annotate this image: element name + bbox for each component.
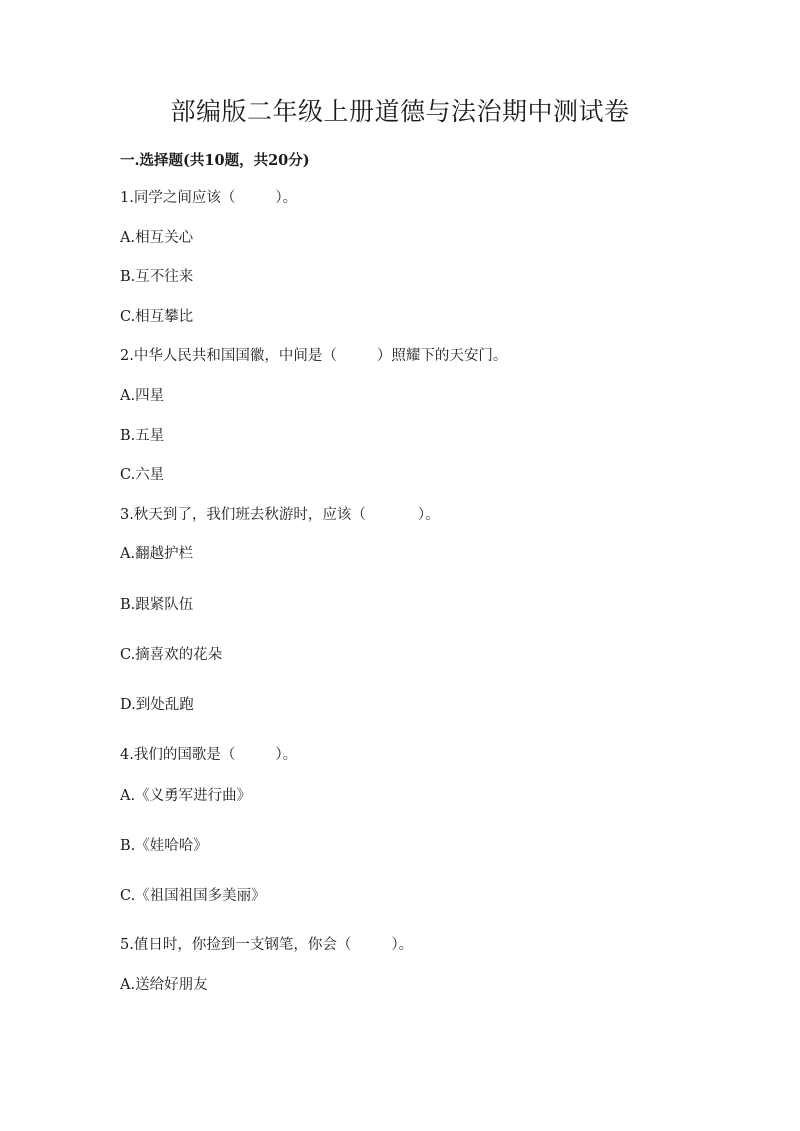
question-1-option-a: A.相互关心 <box>120 230 194 246</box>
section-heading: 一.选择题(共10题，共20分) <box>120 152 310 169</box>
question-2-option-c: C.六星 <box>120 467 165 483</box>
question-3-option-b: B.跟紧队伍 <box>120 597 194 613</box>
question-stem-text: ）。 <box>275 747 298 763</box>
question-2-stem <box>120 346 507 366</box>
question-stem-text: 5.值日时，你捡到一支钢笔，你会（ <box>120 937 352 953</box>
question-4-option-c: C.《祖国祖国多美丽》 <box>120 888 266 904</box>
question-3-option-a: A.翻越护栏 <box>120 546 194 562</box>
question-1-option-b: B.互不往来 <box>120 269 194 285</box>
question-4-stem <box>120 745 297 765</box>
question-2-option-a: A.四星 <box>120 388 165 404</box>
question-3-option-c: C.摘喜欢的花朵 <box>120 647 223 663</box>
question-5-option-a: A.送给好朋友 <box>120 977 208 993</box>
question-stem-text: ）。 <box>417 507 440 523</box>
question-stem-text: ）。 <box>275 190 298 206</box>
question-stem-text: 3.秋天到了，我们班去秋游时，应该（ <box>120 507 366 523</box>
question-stem-text: 2.中华人民共和国国徽，中间是（ <box>120 348 337 364</box>
question-stem-text: 1.同学之间应该（ <box>120 190 236 206</box>
question-5-stem <box>120 935 413 955</box>
question-3-option-d: D.到处乱跑 <box>120 697 194 713</box>
question-stem-text: ）。 <box>391 937 414 953</box>
question-4-option-b: B.《娃哈哈》 <box>120 838 208 854</box>
question-2-option-b: B.五星 <box>120 428 165 444</box>
question-4-option-a: A.《义勇军进行曲》 <box>120 788 252 804</box>
question-stem-text: 4.我们的国歌是（ <box>120 747 236 763</box>
page-title: 部编版二年级上册道德与法治期中测试卷 <box>170 97 630 126</box>
question-1-stem <box>120 188 297 208</box>
question-1-option-c: C.相互攀比 <box>120 309 194 325</box>
question-3-stem <box>120 505 440 525</box>
question-stem-text: ）照耀下的天安门。 <box>376 348 508 364</box>
